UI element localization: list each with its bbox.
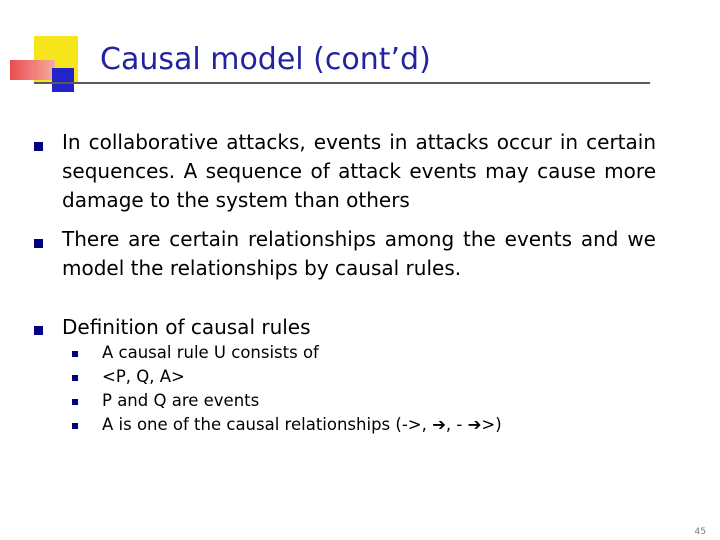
- bullet-text-1: In collaborative attacks, events in attacks occur in certain sequences. A sequence of attack events may cause more damage to the system than others: [62, 130, 656, 212]
- sub-bullet-text-2: <P, Q, A>: [102, 367, 185, 386]
- decor-red-bar-fade: [10, 60, 55, 80]
- title-underline: [34, 82, 650, 84]
- page-number: 45: [694, 527, 706, 537]
- bullet-marker: [34, 326, 43, 335]
- bullet-marker: [34, 142, 43, 151]
- sub-bullet-text-4: A is one of the causal relationships (->, ➔, - ➔>): [102, 415, 502, 434]
- decor-blue-square: [52, 68, 74, 92]
- slide-title: Causal model (cont’d): [100, 42, 431, 77]
- bullet-text-3: Definition of causal rules: [62, 315, 311, 339]
- bullet-marker: [34, 239, 43, 248]
- sub-bullet-marker: [72, 399, 78, 405]
- sub-bullet-text-3: P and Q are events: [102, 391, 260, 410]
- bullet-text-2: There are certain relationships among the events and we model the relationships by causal rules.: [62, 227, 656, 280]
- sub-bullet-marker: [72, 351, 78, 357]
- sub-bullet-marker: [72, 375, 78, 381]
- sub-bullet-text-1: A causal rule U consists of: [102, 343, 319, 362]
- sub-bullet-marker: [72, 423, 78, 429]
